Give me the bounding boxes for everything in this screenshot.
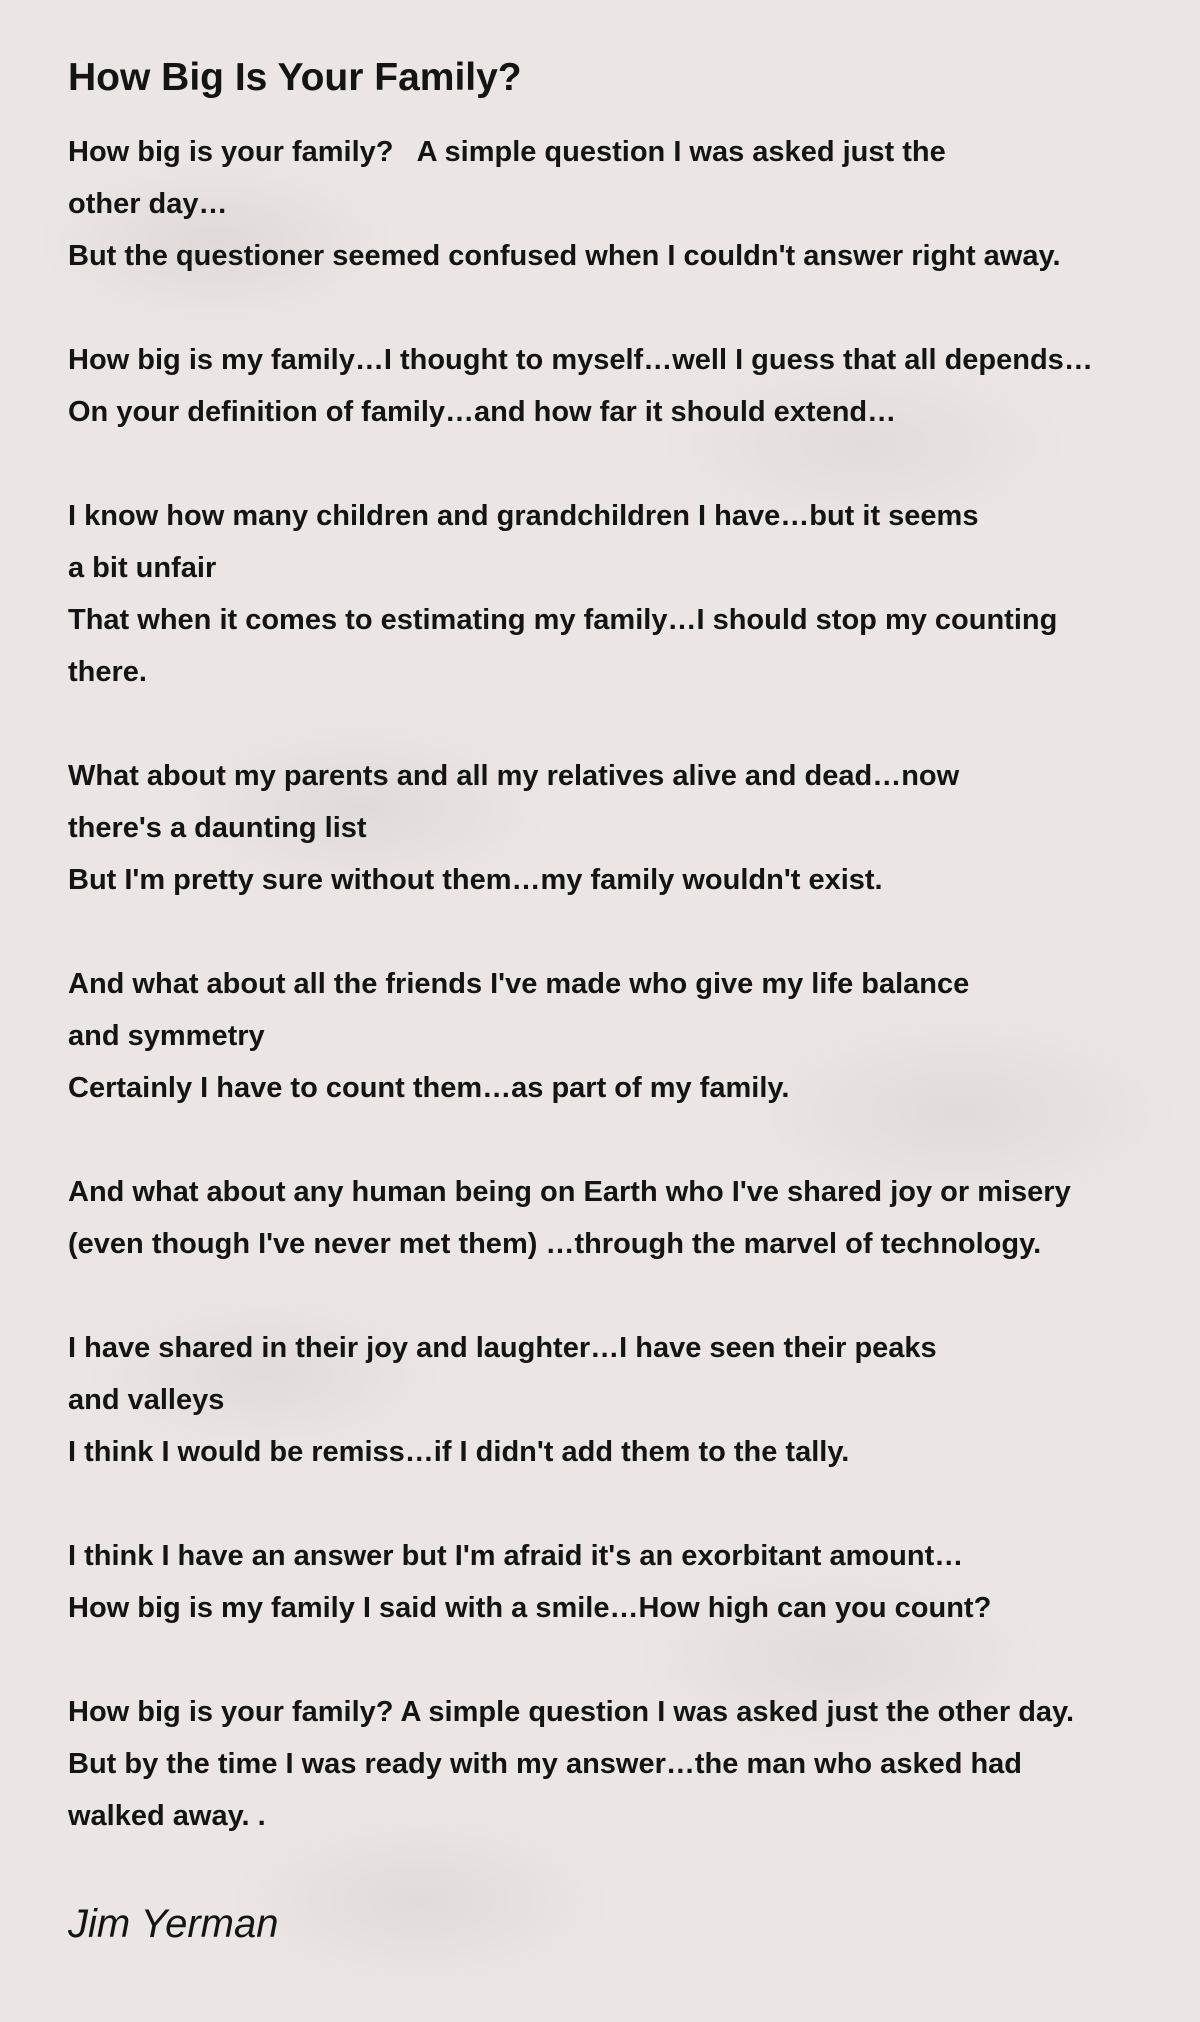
stanza (68, 490, 1198, 698)
poem-line: other day… (68, 188, 228, 220)
poem-line: a bit unfair (68, 552, 217, 584)
poem-author: Jim Yerman (68, 1902, 279, 1946)
stanza (68, 1322, 1198, 1478)
poem-line: and symmetry (68, 1020, 265, 1052)
poem-line: How big is your family? A simple question I was asked just the other day. (68, 1696, 1075, 1728)
poem-line: (even though I've never met them) …through the marvel of technology. (68, 1228, 1042, 1260)
poem-line: I think I have an answer but I'm afraid it's an exorbitant amount… (68, 1540, 964, 1572)
poem-line: But the questioner seemed confused when I couldn't answer right away. (68, 240, 1061, 272)
poem-line: I know how many children and grandchildren I have…but it seems (68, 500, 979, 532)
stanza (68, 126, 1198, 282)
poem-line: How big is my family…I thought to myself…well I guess that all depends… (68, 344, 1093, 376)
poem-line: And what about any human being on Earth who I've shared joy or misery (68, 1176, 1071, 1208)
stanza (68, 1166, 1198, 1270)
poem-line: And what about all the friends I've made who give my life balance (68, 968, 970, 1000)
poem-line: On your definition of family…and how far it should extend… (68, 396, 897, 428)
poem-line: walked away. . (68, 1800, 266, 1832)
poem-line: But by the time I was ready with my answer…the man who asked had (68, 1748, 1023, 1780)
poem-line: there. (68, 656, 147, 688)
poem-line: But I'm pretty sure without them…my family wouldn't exist. (68, 864, 883, 896)
stanza (68, 1530, 1198, 1634)
poem-line: I think I would be remiss…if I didn't add them to the tally. (68, 1436, 850, 1468)
poem-line: That when it comes to estimating my family…I should stop my counting (68, 604, 1058, 636)
poem-title: How Big Is Your Family? (68, 56, 522, 99)
stanza (68, 334, 1198, 438)
poem-line: Certainly I have to count them…as part of my family. (68, 1072, 790, 1104)
poem-page (68, 48, 1198, 1954)
poem-line: How big is my family I said with a smile…How high can you count? (68, 1592, 992, 1624)
poem-line: How big is your family? A simple question I was asked just the (68, 136, 946, 168)
stanza (68, 750, 1198, 906)
poem-line: I have shared in their joy and laughter…I have seen their peaks (68, 1332, 937, 1364)
poem-line: What about my parents and all my relatives alive and dead…now (68, 760, 960, 792)
stanza (68, 958, 1198, 1114)
poem-line: and valleys (68, 1384, 225, 1416)
stanza (68, 1686, 1198, 1842)
poem-line: there's a daunting list (68, 812, 367, 844)
